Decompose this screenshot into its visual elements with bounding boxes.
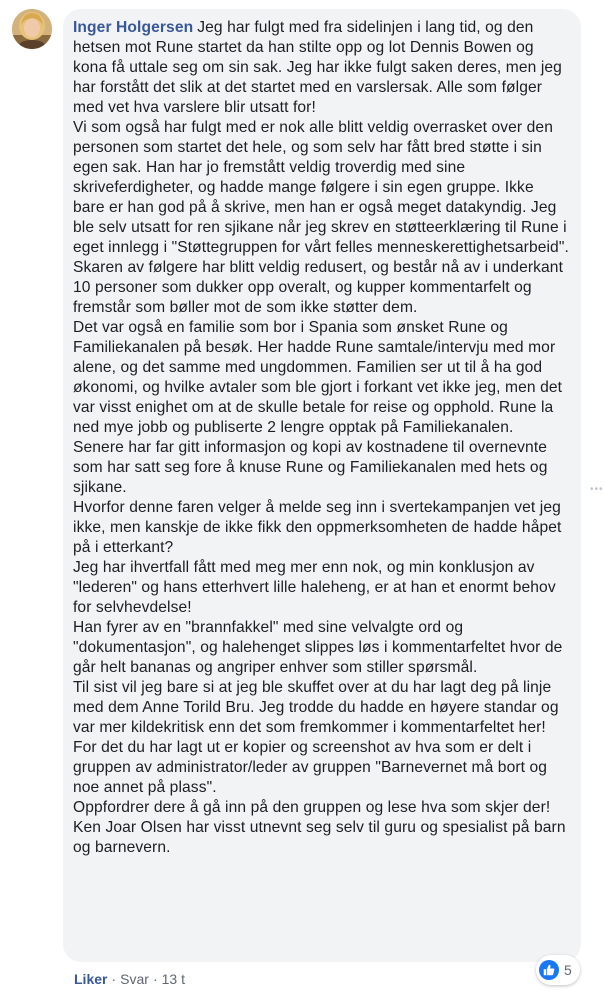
thumbs-up-icon (539, 960, 559, 980)
comment-paragraph: Det var også en familie som bor i Spania som ønsket Rune og Familiekanalen på besøk. Her hadde Rune samtale/intervju med mor alene, og det samme med ungdommen. Familien ser ut til å ha god økonomi, og hvilke avtaler som ble gjort i forkant vet ikke jeg, men det var visst enighet om at de skulle betale for reise og opphold. Rune la ned mye jobb og publiserte 2 lengre opptak på Familiekanalen. (73, 319, 563, 436)
comment-actions (74, 969, 185, 989)
comment-paragraph: Han fyrer av en "brannfakkel" med sine velvalgte ord og "dokumentasjon", og halehenget slippes løs i kommentarfeltet hvor de går helt bananas og angriper enhver som stiller spørsmål. (73, 619, 563, 676)
like-button[interactable]: Liker (74, 971, 108, 987)
comment-paragraph: For det du har lagt ut er kopier og screenshot av hva som er delt i gruppen av administrator/leder av gruppen "Barnevernet må bort og noe annet på plass". (73, 739, 548, 796)
reaction-summary[interactable] (536, 955, 580, 985)
avatar[interactable] (12, 9, 52, 49)
avatar-image (12, 9, 52, 49)
separator: · (111, 971, 117, 987)
more-options-icon[interactable]: ••• (590, 484, 604, 495)
comment-paragraph: Ken Joar Olsen har visst utnevnt seg selv til guru og spesialist på barn og barnevern. (73, 819, 566, 856)
comment-paragraph: Hvorfor denne faren velger å melde seg inn i svertekampanjen vet jeg ikke, men kanskje de ikke fikk den oppmerksomheten de hadde håpet på i etterkant? (73, 499, 562, 556)
comment-paragraph: Oppfordrer dere å gå inn på den gruppen og lese hva som skjer der! (73, 799, 551, 816)
comment-paragraph: Senere har far gitt informasjon og kopi av kostnadene til overnevnte som har satt seg fore å knuse Rune og Familiekanalen med hets og sjikane. (73, 439, 548, 496)
comment-paragraph: Vi som også har fulgt med er nok alle blitt veldig overrasket over den personen som startet det hele, og som selv har fått bred støtte i sin egen sak. Han har jo fremstått veldig troverdig med sine skriveferdigheter, og hadde mange følgere i sin egen gruppe. Ikke bare er han god på å skrive, men han er også meget datakyndig. Jeg ble selv utsatt for ren sjikane når jeg skrev en støtteerklæring til Rune i eget innlegg i "Støttegruppen for vårt felles menneskerettighetsarbeid". (73, 119, 569, 256)
comment-paragraph: Skaren av følgere har blitt veldig redusert, og består nå av i underkant 10 personer som dukker opp overalt, og kupper kommentarfelt og fremstår som bøller mot de som ikke støtter dem. (73, 259, 564, 316)
reply-button[interactable]: Svar (120, 971, 149, 987)
comment-paragraph: Jeg har fulgt med fra sidelinjen i lang tid, og den hetsen mot Rune startet da han stilte opp og lot Dennis Bowen og kona få uttale seg om sin sak. Jeg har ikke fulgt saken deres, men jeg har forstått det slik at det startet med en varslersak. Alle som følger med vet hva varslere blir utsatt for! (73, 19, 562, 116)
comment-bubble (63, 9, 581, 962)
comment-paragraph: Jeg har ihvertfall fått med meg mer enn nok, og min konklusjon av "lederen" og hans etterhvert lille haleheng, er at han et enormt behov for selvhevdelse! (73, 559, 556, 616)
reaction-count: 5 (564, 962, 572, 978)
timestamp[interactable]: 13 t (161, 971, 185, 987)
comment-body (73, 18, 569, 858)
comment-paragraph: Til sist vil jeg bare si at jeg ble skuffet over at du har lagt deg på linje med dem Anne Torild Bru. Jeg trodde du hadde en høyere standar og var mer kildekritisk enn det som fremkommer i kommentarfeltet her! (73, 679, 559, 736)
separator: · (152, 971, 158, 987)
author-name[interactable]: Inger Holgersen (73, 19, 194, 36)
